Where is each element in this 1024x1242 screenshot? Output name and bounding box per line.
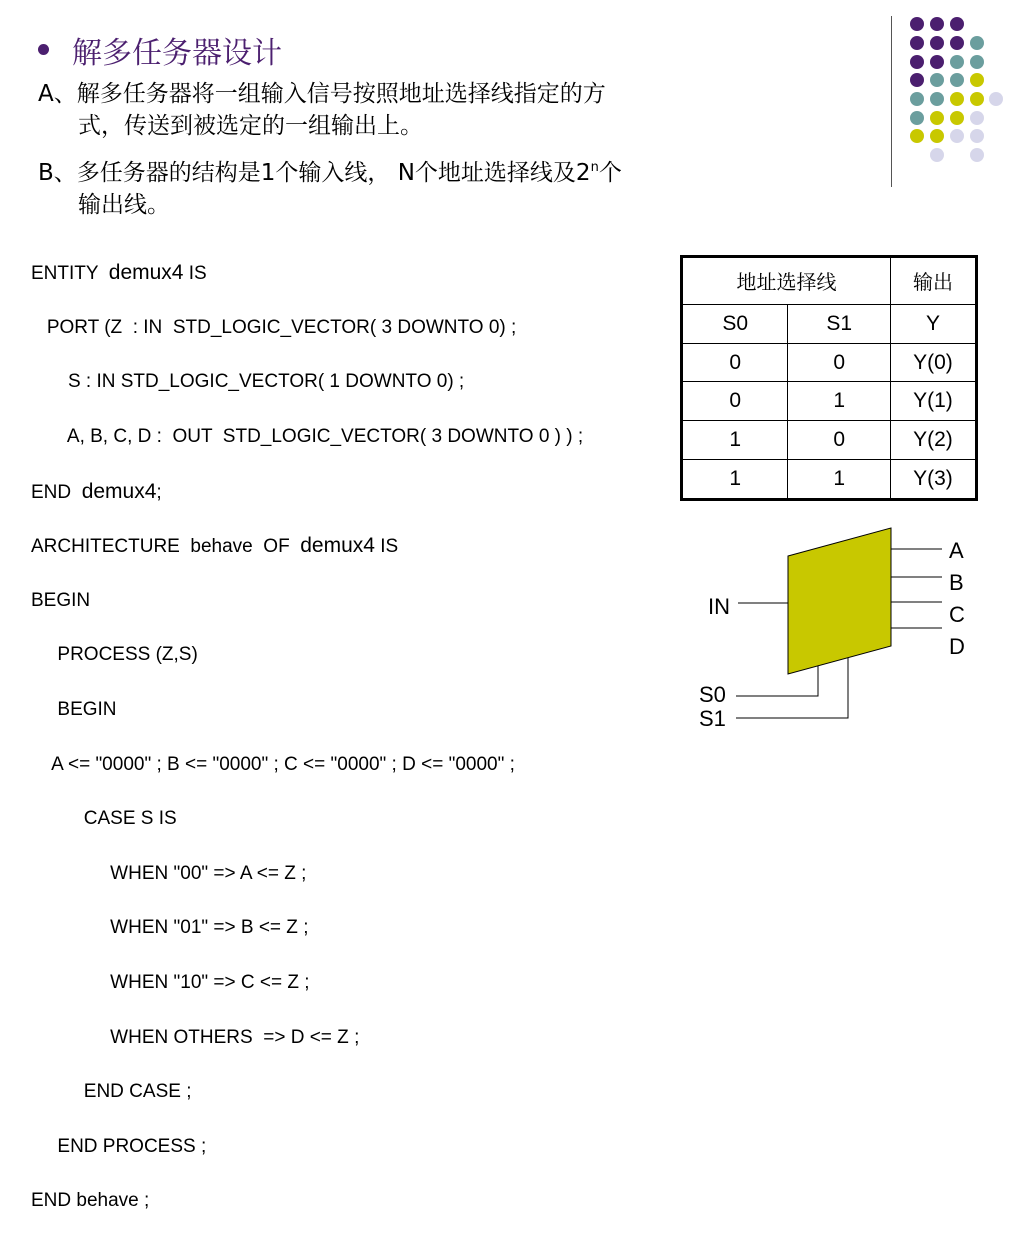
table-cell: 0 xyxy=(682,382,788,421)
table-cell: 1 xyxy=(788,459,891,499)
code-line: WHEN "00" => A <= Z ; xyxy=(31,862,307,884)
code-line: WHEN "01" => B <= Z ; xyxy=(31,917,309,939)
code-line: PROCESS (Z,S) xyxy=(31,644,198,666)
label-d: D xyxy=(949,634,965,659)
slide-title: 解多任务器设计 xyxy=(72,36,282,71)
label-b: B xyxy=(949,570,964,595)
code-line: A, B, C, D : OUT STD_LOGIC_VECTOR( 3 DOWNTO 0 ) ) ; xyxy=(31,426,584,448)
code-line: END demux4; xyxy=(31,479,162,503)
paragraph-a-line2: 式，传送到被选定的一组输出上。 xyxy=(78,113,423,139)
paragraph-b-text: B、多任务器的结构是1个输入线， N个地址选择线及2 xyxy=(38,160,591,186)
table-cell: Y xyxy=(890,304,976,343)
code-line: PORT (Z : IN STD_LOGIC_VECTOR( 3 DOWNTO 0) ; xyxy=(31,316,517,338)
paragraph-b-suffix: 个 xyxy=(598,160,622,186)
header-output: 输出 xyxy=(890,257,976,305)
table-cell: 1 xyxy=(682,459,788,499)
label-c: C xyxy=(949,602,965,627)
code-line: WHEN OTHERS => D <= Z ; xyxy=(31,1026,360,1048)
table-cell: 0 xyxy=(788,343,891,382)
table-cell: 0 xyxy=(788,421,891,460)
table-cell: 1 xyxy=(682,421,788,460)
table-cell: 0 xyxy=(682,343,788,382)
paragraph-b-superscript: n xyxy=(590,160,599,175)
table-cell: Y(0) xyxy=(890,343,976,382)
wire-s0 xyxy=(736,666,818,696)
code-line: CASE S IS xyxy=(31,808,177,830)
table-cell: Y(1) xyxy=(890,382,976,421)
demux-block xyxy=(788,528,891,674)
label-s1: S1 xyxy=(699,706,726,731)
code-line: ARCHITECTURE behave OF demux4 IS xyxy=(31,534,399,558)
code-line: S : IN STD_LOGIC_VECTOR( 1 DOWNTO 0) ; xyxy=(31,371,465,393)
code-line: END PROCESS ; xyxy=(31,1135,207,1157)
table-cell: S0 xyxy=(682,304,788,343)
label-in: IN xyxy=(708,594,730,619)
table-cell: S1 xyxy=(788,304,891,343)
label-s0: S0 xyxy=(699,682,726,707)
code-line: A <= "0000" ; B <= "0000" ; C <= "0000" ; D <= "0000" ; xyxy=(31,753,515,775)
label-a: A xyxy=(949,538,964,563)
code-line: END behave ; xyxy=(31,1190,150,1212)
paragraph-a-line1: A、解多任务器将一组输入信号按照地址选择线指定的方 xyxy=(38,81,606,107)
code-line: END CASE ; xyxy=(31,1081,192,1103)
code-line: BEGIN xyxy=(31,699,117,721)
header-address-select: 地址选择线 xyxy=(682,257,891,305)
table-cell: Y(3) xyxy=(890,459,976,499)
paragraph-b-line2: 输出线。 xyxy=(78,192,170,218)
code-line: WHEN "10" => C <= Z ; xyxy=(31,972,310,994)
code-line: BEGIN xyxy=(31,589,91,611)
code-line: ENTITY demux4 IS xyxy=(31,261,207,285)
table-cell: 1 xyxy=(788,382,891,421)
table-cell: Y(2) xyxy=(890,421,976,460)
